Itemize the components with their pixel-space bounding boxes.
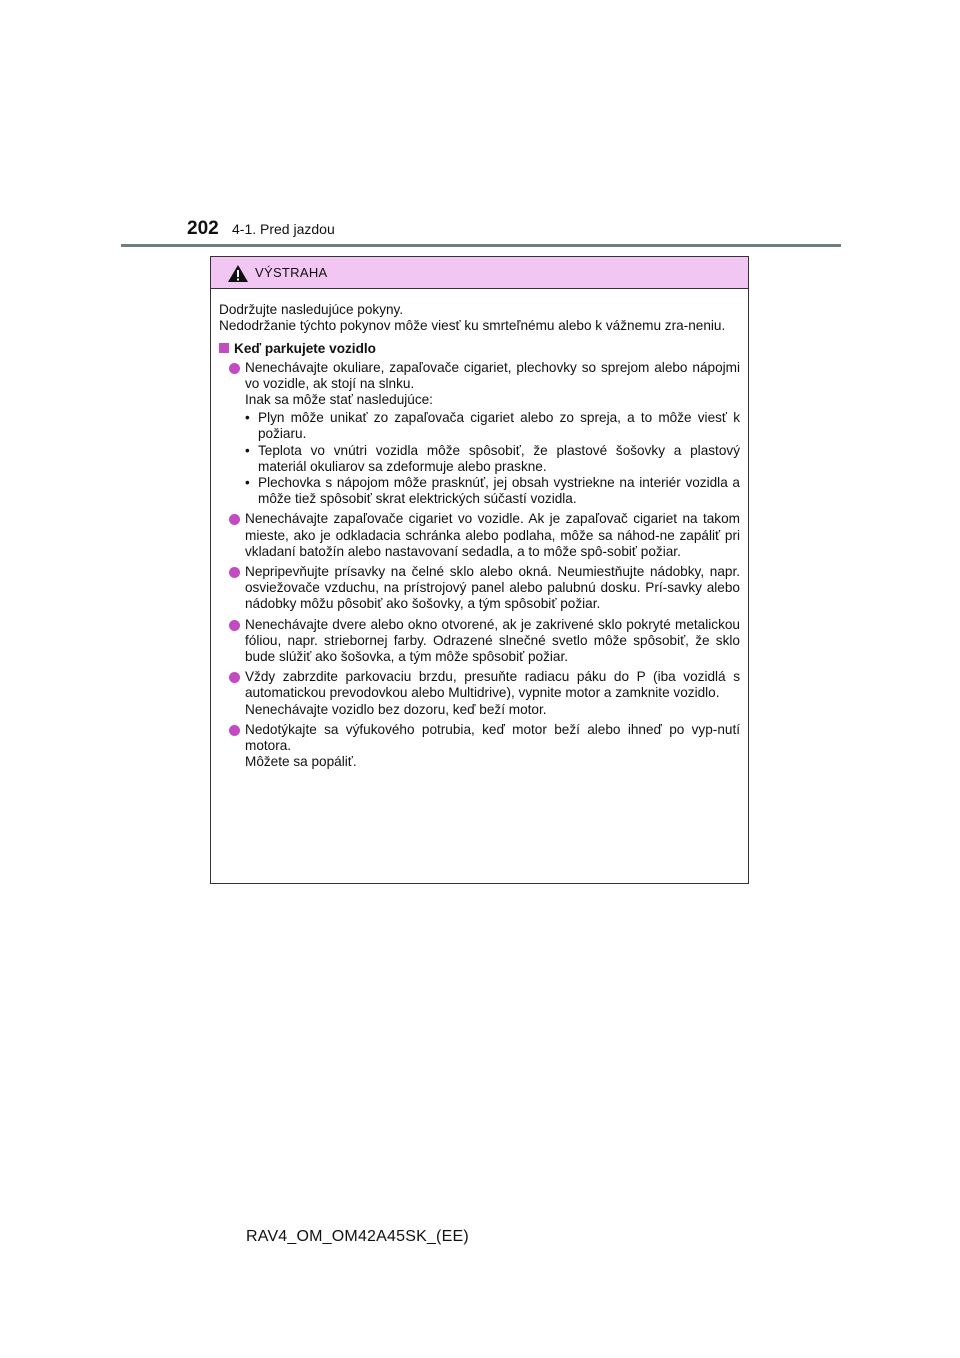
circle-bullet-icon bbox=[229, 672, 240, 683]
sub-list-item-text: Plyn môže unikať zo zapaľovača cigariet alebo zo spreja, a to môže viesť k požiaru. bbox=[258, 410, 740, 442]
square-bullet-icon bbox=[219, 343, 229, 353]
list-item-extra: Nenechávajte vozidlo bez dozoru, keď beží motor. bbox=[245, 701, 547, 717]
list-item bbox=[219, 564, 740, 613]
subhead bbox=[219, 341, 740, 357]
warning-triangle-icon bbox=[227, 264, 249, 283]
list-item-text: Nedotýkajte sa výfukového potrubia, keď motor beží alebo ihneď po vyp-nutí motora. bbox=[245, 721, 740, 754]
sub-list-item-text: Teplota vo vnútri vozidla môže spôsobiť, že plastové šošovky a plastový materiál okuliarov sa zdeformuje alebo praskne. bbox=[258, 442, 740, 474]
circle-bullet-icon bbox=[229, 514, 240, 525]
dot-bullet-icon: • bbox=[245, 475, 250, 491]
list-item bbox=[219, 511, 740, 560]
circle-bullet-icon bbox=[229, 620, 240, 631]
header-divider bbox=[121, 244, 841, 247]
sub-list bbox=[245, 410, 740, 507]
list-item-extra: Inak sa môže stať nasledujúce: bbox=[245, 392, 433, 408]
list-item bbox=[219, 722, 740, 771]
section-title: 4-1. Pred jazdou bbox=[232, 221, 335, 237]
list-item-text: Nepripevňujte prísavky na čelné sklo alebo okná. Neumiestňujte nádobky, napr. osviežovače vzduchu, na prístrojový panel alebo palubnú dosku. Prí-savky alebo nádobky môžu pôsobiť ako šošovky, a tým spôsobiť požiar. bbox=[245, 564, 740, 612]
warning-intro-line1: Dodržujte nasledujúce pokyny. bbox=[219, 302, 404, 317]
list-item-text: Nenechávajte dvere alebo okno otvorené, ak je zakrivené sklo pokryté metalickou fóliou, napr. striebornej farby. Odrazené slnečné svetlo môže spôsobiť, že sklo bude slúžiť ako šošovka, a tým môže spôsobiť požiar. bbox=[245, 616, 740, 665]
dot-bullet-icon: • bbox=[245, 442, 250, 458]
list-item-text: Nenechávajte zapaľovače cigariet vo vozidle. Ak je zapaľovač cigariet na takom mieste, ako je odkladacia schránka alebo podlaha, môže sa náhod-ne zapáliť pri vkladaní batožín alebo nastavovaní sedadla, a to môže spô-sobiť požiar. bbox=[245, 511, 740, 559]
sub-list-item bbox=[245, 443, 740, 475]
subhead-text: Keď parkujete vozidlo bbox=[234, 341, 376, 357]
page-number: 202 bbox=[187, 218, 219, 239]
warning-body bbox=[211, 289, 748, 770]
warning-header bbox=[211, 257, 748, 289]
circle-bullet-icon bbox=[229, 567, 240, 578]
document-code: RAV4_OM_OM42A45SK_(EE) bbox=[246, 1228, 469, 1245]
list-item-extra: Môžete sa popáliť. bbox=[245, 754, 357, 770]
list-item bbox=[219, 360, 740, 508]
list-item-text: Nenechávajte okuliare, zapaľovače cigariet, plechovky so sprejom alebo nápojmi vo vozidle, ak stojí na slnku. bbox=[245, 359, 740, 391]
list-item bbox=[219, 669, 740, 718]
warning-intro-line2: Nedodržanie týchto pokynov môže viesť ku smrteľnému alebo k vážnemu zra-neniu. bbox=[219, 318, 726, 334]
sub-list-item bbox=[245, 410, 740, 442]
warning-title: VÝSTRAHA bbox=[255, 265, 328, 280]
sub-list-item-text: Plechovka s nápojom môže prasknúť, jej obsah vystriekne na interiér vozidla a môže tiež spôsobiť skrat elektrických súčastí vozidla. bbox=[258, 475, 740, 507]
circle-bullet-icon bbox=[229, 363, 240, 374]
warning-box bbox=[210, 256, 749, 884]
sub-list-item bbox=[245, 475, 740, 507]
circle-bullet-icon bbox=[229, 725, 240, 736]
dot-bullet-icon: • bbox=[245, 410, 250, 426]
list-item bbox=[219, 617, 740, 666]
list-item-text: Vždy zabrzdite parkovaciu brzdu, presuňte radiacu páku do P (iba vozidlá s automatickou prevodovkou alebo Multidrive), vypnite motor a zamknite vozidlo. bbox=[245, 669, 740, 701]
